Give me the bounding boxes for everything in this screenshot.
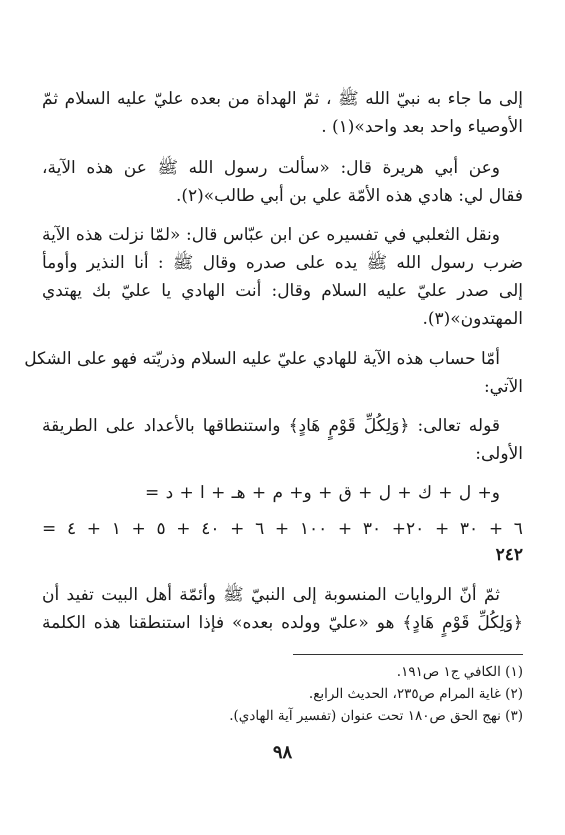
body-line: الأولى:	[475, 444, 523, 464]
sum-total: ٢٤٢	[495, 545, 523, 565]
footnote: (٢) غاية المرام ص٢٣٥، الحديث الرابع.	[308, 686, 523, 702]
body-line: المهتدون»(٣).	[422, 309, 523, 329]
page-number: ٩٨	[272, 742, 293, 763]
footnote: (١) الكافي ج١ ص١٩١.	[396, 664, 523, 680]
body-line: ونقل الثعلبي في تفسيره عن ابن عبّاس قال: «لمّا نزلت هذه الآية	[42, 225, 500, 245]
body-line: أمّا حساب هذه الآية للهادي عليّ عليه السلام وذريّته فهو على الشكل	[24, 349, 500, 369]
body-line: فقال لي: هادي هذه الأمّة علي بن أبي طالب»(٢).	[175, 186, 523, 206]
body-line: إلى ما جاء به نبيّ الله ﷺ ، ثمّ الهداة من بعده عليّ عليه السلام ثمّ	[42, 89, 523, 109]
body-line: الأوصياء واحد بعد واحد»(١) .	[321, 117, 523, 137]
body-line: إلى صدر عليّ عليه السلام وقال: أنت الهادي يا عليّ بك يهتدي	[42, 281, 523, 301]
body-line: ثمّ أنّ الروايات المنسوبة إلى النبيّ ﷺ وأئمّة أهل البيت تفيد أن	[42, 585, 500, 605]
footnote: (٣) نهج الحق ص١٨٠ تحت عنوان (تفسير آية الهادي).	[229, 708, 523, 724]
body-line: قوله تعالى: ﴿وَلِكُلِّ قَوْمٍ هَادٍ﴾ واستنطاقها بالأعداد على الطريقة	[42, 416, 500, 436]
letters-equation: و+ ل + ك + ل + ق + و+ م + هـ + ا + د =	[145, 483, 500, 503]
body-line: ضرب رسول الله ﷺ يده على صدره وقال ﷺ : أنا النذير وأومأ	[42, 253, 523, 273]
body-line: وعن أبي هريرة قال: «سألت رسول الله ﷺ عن هذه الآية،	[42, 158, 500, 178]
body-line: الآتي:	[483, 377, 523, 397]
numbers-equation: ٦ + ٣٠ + ٢٠+ ٣٠ + ١٠٠ + ٦ + ٤٠ + ٥ + ١ + ٤ =	[42, 519, 523, 539]
footnote-divider	[293, 654, 523, 655]
body-line: ﴿وَلِكُلِّ قَوْمٍ هَادٍ﴾ هو «عليّ وولده بعده» فإذا استنطقنا هذه الكلمة	[42, 613, 523, 633]
